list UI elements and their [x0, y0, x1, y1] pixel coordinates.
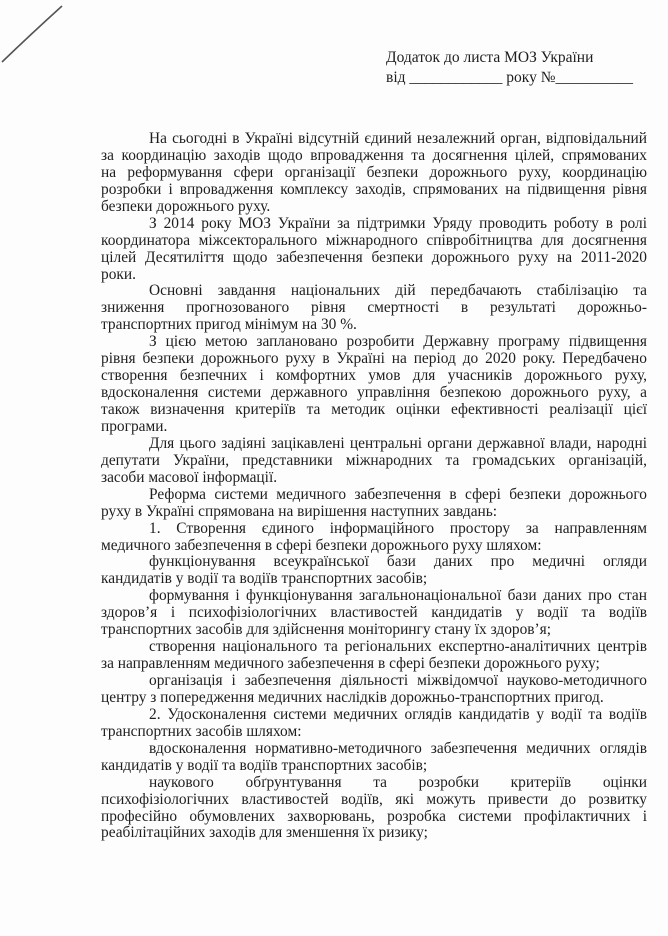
paragraph	[101, 707, 647, 741]
paragraph	[101, 673, 647, 707]
text-line: депутати України, представники міжнародних та громадських організацій,	[101, 451, 647, 469]
text-line: професійно обумовлених захворювань, розробка системи профілактичних і	[101, 807, 647, 825]
paragraph	[101, 283, 647, 334]
text-line: функціонування всеукраїнської бази даних про медичні огляди	[149, 553, 647, 571]
text-line: за направленням медичного забезпечення в сфері безпеки дорожнього руху;	[101, 655, 600, 673]
paragraph	[101, 554, 647, 588]
document-body	[101, 131, 647, 842]
text-line: З 2014 року МОЗ України за підтримки Уряду проводить роботу в ролі	[149, 214, 647, 232]
paragraph	[101, 334, 647, 436]
text-line: 1. Створення єдиного інформаційного простору за направленням	[149, 519, 647, 537]
text-line: за координацію заходів щодо впровадження та досягнення цілей, спрямованих	[101, 146, 647, 164]
text-line: організація і забезпечення діяльності міжвідомчої науково-методичного	[149, 672, 647, 689]
text-line: руху в Україні спрямована на вирішення наступних завдань:	[101, 502, 498, 520]
text-line: наукового обґрунтування та розробки критеріїв оцінки	[149, 773, 647, 791]
text-line: психофізіологічних властивостей водіїв, які можуть привести до розвитку	[101, 790, 647, 808]
text-line: 2. Удосконалення системи медичних оглядів кандидатів у водії та водіїв	[149, 705, 647, 723]
text-line: транспортних пригод мінімум на 30 %.	[101, 316, 357, 334]
text-line: З цією метою заплановано розробити Державну програму підвищення	[149, 333, 647, 351]
text-line: вдосконалення системи державного управління безпекою дорожнього руху, а	[101, 384, 647, 402]
paragraph	[101, 588, 647, 639]
text-line: транспортних засобів шляхом:	[101, 722, 302, 740]
text-line: створення національного та регіональних експертно-аналітичних центрів	[149, 638, 647, 656]
text-line: координатора міжсекторального міжнародного співробітництва для досягнення	[101, 231, 647, 249]
paragraph	[101, 487, 647, 521]
paragraph	[101, 131, 647, 216]
text-line: зниження прогнозованого рівня смертності в результаті дорожньо-	[101, 299, 647, 317]
text-line: кандидатів у водії та водіїв транспортних засобів;	[101, 756, 428, 774]
text-line: програми.	[101, 417, 168, 435]
text-line: засоби масової інформації.	[101, 468, 278, 486]
pen-stroke-mark	[0, 0, 80, 70]
text-line: транспортних засобів для здійснення моніторингу стану їх здоров’я;	[101, 621, 552, 639]
header-date-number-line: від ____________ року №__________	[386, 69, 633, 86]
text-line: здоров’я і психофізіологічних властивостей кандидатів у водії та водіїв	[101, 604, 647, 622]
text-line: цілей Десятиліття щодо забезпечення безпеки дорожнього руху на 2011-2020	[101, 248, 647, 266]
text-line: безпеки дорожнього руху.	[101, 197, 271, 215]
text-line: вдосконалення нормативно-методичного забезпечення медичних оглядів	[149, 739, 647, 757]
text-line: Для цього задіяні зацікавлені центральні органи державної влади, народні	[149, 434, 647, 452]
text-line: також визначення критеріїв та методик оцінки ефективності реалізації цієї	[101, 401, 647, 418]
text-line: рівня безпеки дорожнього руху в Україні на період до 2020 року. Передбачено	[101, 350, 647, 368]
text-line: створення безпечних і комфортних умов для учасників дорожнього руху,	[101, 367, 647, 385]
paragraph	[101, 521, 647, 555]
paragraph	[101, 741, 647, 775]
document-header	[386, 48, 633, 88]
text-line: кандидатів у водії та водіїв транспортних засобів;	[101, 570, 428, 588]
paragraph	[101, 436, 647, 487]
text-line: Реформа системи медичного забезпечення в сфері безпеки дорожнього	[149, 485, 647, 503]
text-line: розробки і впровадження комплексу заходів, спрямованих на підвищення рівня	[101, 180, 647, 198]
text-line: реабілітаційних заходів для зменшення їх ризику;	[101, 824, 428, 842]
text-line: Основні завдання національних дій передбачають стабілізацію та	[149, 282, 647, 300]
paragraph	[101, 216, 647, 284]
header-attachment-line: Додаток до листа МОЗ України	[386, 49, 594, 66]
text-line: На сьогодні в Україні відсутній єдиний незалежний орган, відповідальний	[149, 130, 647, 147]
text-line: медичного забезпечення в сфері безпеки дорожнього руху шляхом:	[101, 536, 542, 554]
paragraph	[101, 775, 647, 843]
text-line: роки.	[101, 265, 136, 283]
text-line: формування і функціонування загальнонаціональної бази даних про стан	[149, 587, 647, 605]
text-line: на реформування сфери організації безпеки дорожнього руху, координацію	[101, 163, 647, 181]
text-line: центру з попередження медичних наслідків дорожньо-транспортних пригод.	[101, 688, 604, 706]
paragraph	[101, 639, 647, 673]
